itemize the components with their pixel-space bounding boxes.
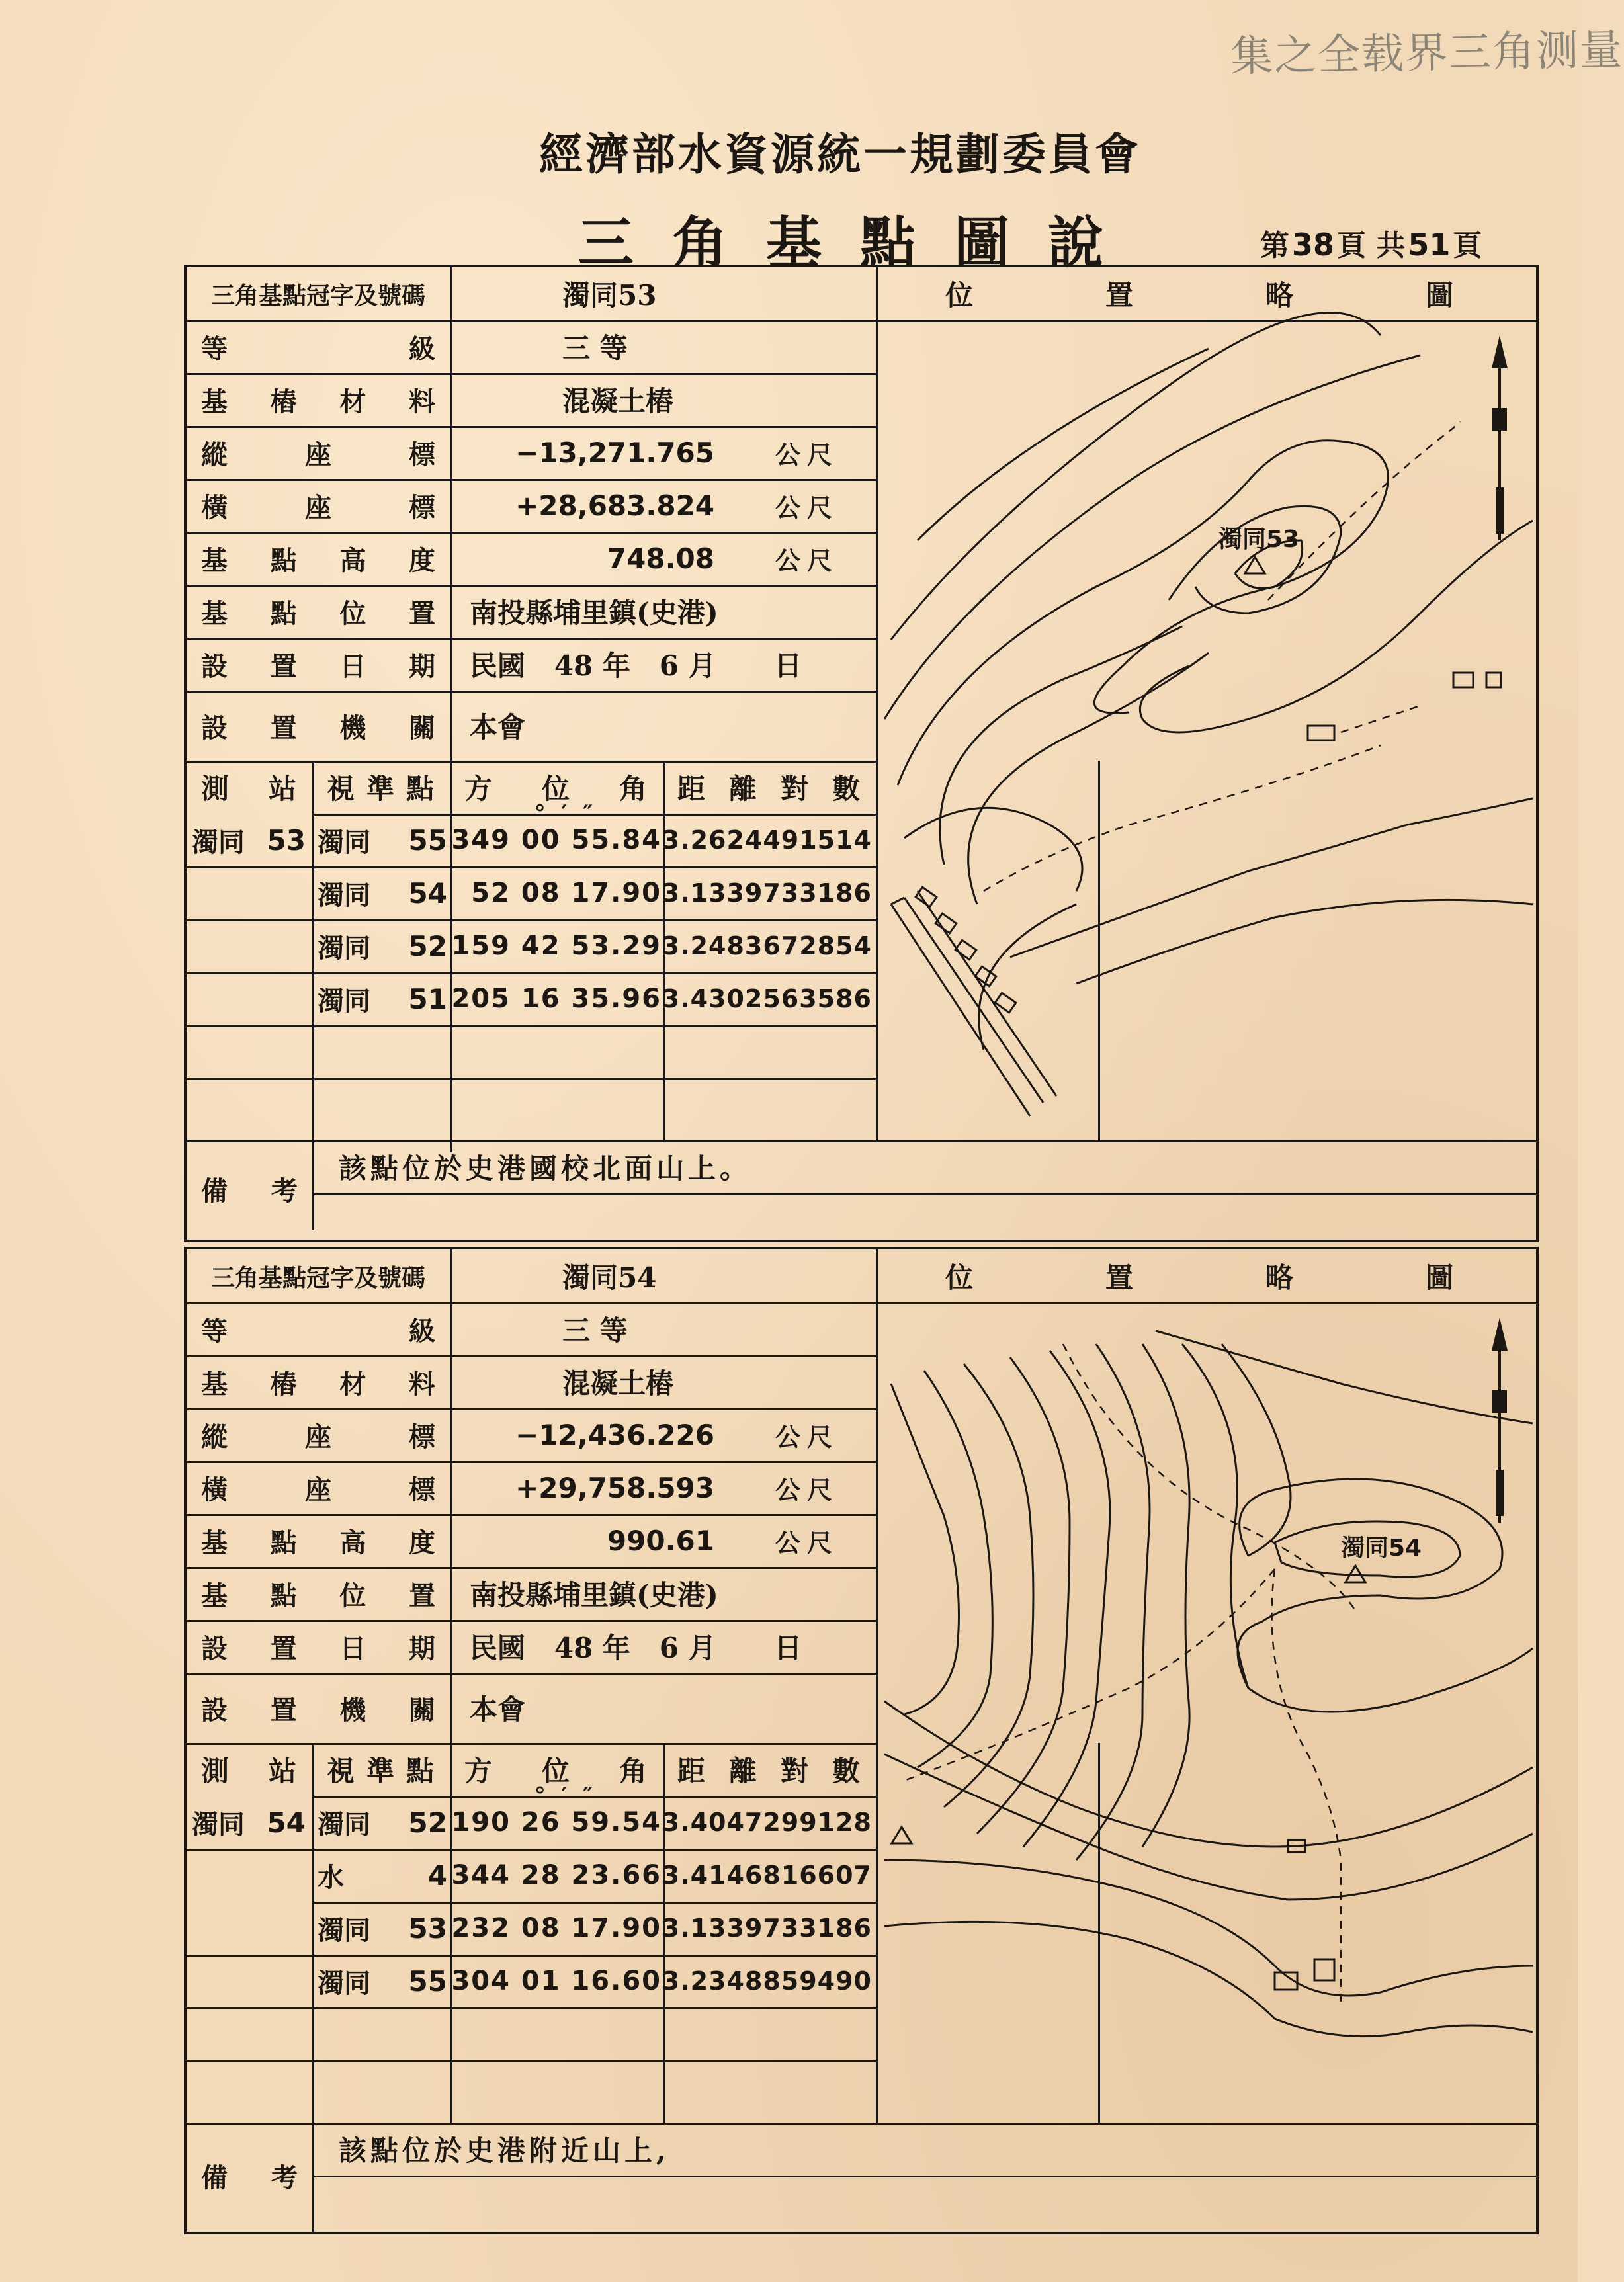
label-remarks: 備 考 [201, 2162, 298, 2193]
observation-azimuth: 205 16 35.96 [451, 984, 662, 1014]
header-sight: 視 準 點 [327, 1755, 435, 1787]
grade-value: 三 等 [562, 332, 628, 364]
observation-log-distance: 3.4146816607 [662, 1861, 872, 1890]
contour-line [904, 808, 1082, 891]
grid-line [187, 2007, 876, 2009]
north-coordinate-value: −12,436.226 [515, 1418, 714, 1451]
contour-line [884, 1754, 1533, 1900]
label-elevation: 基 點 高 度 [201, 544, 435, 576]
date-value: 民國 48 年 6 月 日 [470, 650, 802, 682]
contour-line [1182, 1344, 1248, 1688]
location-sketch-map [878, 322, 1534, 1138]
building-symbol [1486, 673, 1501, 687]
observation-log-distance: 3.2348859490 [662, 1966, 872, 1996]
north-arrow-icon [1492, 1318, 1508, 1523]
road-line [891, 898, 904, 904]
contour-line [1222, 1344, 1291, 1556]
header-azimuth: 方 位 角 [464, 773, 648, 805]
unit-label: 公尺 [775, 545, 839, 575]
point-name-value: 濁同53 [562, 279, 657, 312]
road-line [891, 904, 1030, 1116]
contour-line [1142, 1344, 1189, 1847]
contour-line [968, 653, 1209, 904]
label-agency: 設 置 機 關 [201, 1694, 435, 1726]
building-symbol [1314, 1959, 1334, 1980]
header-sight: 視 準 點 [327, 773, 435, 805]
date-value: 民國 48 年 6 月 日 [470, 1632, 802, 1664]
contour-line [891, 1384, 959, 1714]
contour-line [1010, 798, 1533, 957]
label-location: 基 點 位 置 [201, 1580, 435, 1611]
observation-log-distance: 3.4302563586 [662, 984, 872, 1013]
label-elevation: 基 點 高 度 [201, 1527, 435, 1558]
observation-azimuth: 52 08 17.90 [471, 878, 662, 908]
map-title: 位置略圖 [945, 279, 1586, 312]
contour-line [1076, 1344, 1150, 1860]
north-arrow-icon [1492, 335, 1508, 540]
elevation-value: 748.08 [607, 542, 714, 575]
label-material: 基 樁 材 料 [201, 386, 435, 417]
page-mid: 頁 共 [1337, 229, 1406, 263]
label-agency: 設 置 機 關 [201, 712, 435, 743]
observation-target: 濁同 52 [318, 929, 447, 964]
header-distance: 距 離 對 數 [677, 773, 861, 805]
map-title: 位置略圖 [945, 1261, 1586, 1294]
handwritten-note: 集之全载界三角测量 [1230, 26, 1624, 82]
observation-log-distance: 3.1339733186 [662, 1914, 872, 1943]
observation-azimuth: 349 00 55.84 [451, 825, 662, 855]
trail-line [984, 745, 1381, 891]
label-point-name: 三角基點冠字及號碼 [210, 1263, 425, 1292]
east-coordinate-value: +28,683.824 [515, 489, 714, 522]
label-point-name: 三角基點冠字及號碼 [210, 281, 425, 310]
location-sketch-map [878, 1304, 1534, 2121]
observation-target: 濁同 51 [318, 982, 447, 1017]
label-grade: 等 級 [201, 1315, 435, 1347]
label-location: 基 點 位 置 [201, 597, 435, 629]
elevation-value: 990.61 [607, 1524, 714, 1557]
map-point-label: 濁同54 [1341, 1535, 1422, 1562]
label-north-coordinate: 縱 座 標 [201, 1421, 435, 1453]
trail-line [1341, 706, 1420, 732]
observation-azimuth: 344 28 23.66 [451, 1860, 662, 1890]
observation-azimuth: 304 01 16.60 [451, 1966, 662, 1996]
label-date: 設 置 日 期 [201, 650, 435, 682]
header-station: 測 站 [201, 773, 298, 805]
unit-label: 公尺 [775, 1421, 839, 1452]
page-number [1260, 222, 1482, 264]
contour-line [1156, 1331, 1533, 1423]
unit-label: 公尺 [775, 1474, 839, 1505]
contour-line [884, 1922, 1533, 2036]
degree-marks: ° ′ ″ [534, 1783, 593, 1809]
contour-line [940, 626, 1182, 865]
contour-line [1076, 900, 1533, 984]
label-east-coordinate: 橫 座 標 [201, 1474, 435, 1505]
remark-text: 該點位於史港附近山上, [339, 2134, 670, 2167]
observation-target: 濁同 53 [318, 1912, 447, 1946]
header-station: 測 站 [201, 1755, 298, 1787]
trail-line [1268, 421, 1460, 600]
label-grade: 等 級 [201, 333, 435, 364]
trail-line [1272, 1569, 1341, 2006]
page-current: 38 [1292, 227, 1335, 263]
building-symbol [916, 887, 937, 907]
agency-value: 本會 [470, 711, 526, 743]
map-point-label: 濁同53 [1218, 526, 1300, 553]
contour-line [918, 349, 1209, 540]
label-north-coordinate: 縱 座 標 [201, 439, 435, 470]
remark-text: 該點位於史港國校北面山上。 [339, 1152, 752, 1185]
grid-line [187, 1025, 876, 1027]
east-coordinate-value: +29,758.593 [515, 1471, 714, 1504]
header-azimuth: 方 位 角 [464, 1755, 648, 1787]
grid-line [312, 2176, 1536, 2177]
observation-target: 水 4 [318, 1859, 447, 1893]
station-cell: 濁同 54 [192, 1806, 306, 1840]
contour-line [884, 1701, 1533, 1847]
observation-log-distance: 3.1339733186 [662, 878, 872, 908]
contour-line [884, 1860, 1533, 1996]
label-date: 設 置 日 期 [201, 1632, 435, 1664]
triangulation-point-symbol [892, 1827, 912, 1843]
observation-log-distance: 3.2483672854 [662, 931, 872, 960]
observation-log-distance: 3.2624491514 [662, 825, 872, 855]
agency-value: 本會 [470, 1693, 526, 1726]
contour-line [1238, 1479, 1533, 1712]
observation-azimuth: 190 26 59.54 [451, 1807, 662, 1838]
point-record-1 [184, 265, 1586, 1242]
location-value: 南投縣埔里鎮(史港) [470, 1579, 718, 1611]
observation-target: 濁同 55 [318, 824, 447, 858]
road-line [904, 898, 1043, 1103]
label-remarks: 備 考 [201, 1175, 298, 1206]
observation-target: 濁同 55 [318, 1965, 447, 1999]
observation-target: 濁同 52 [318, 1806, 447, 1840]
building-symbol [1453, 673, 1473, 687]
observation-azimuth: 159 42 53.29 [451, 931, 662, 961]
material-value: 混凝土樁 [562, 1367, 674, 1400]
observation-target: 濁同 54 [318, 876, 447, 911]
station-cell: 濁同 53 [192, 824, 306, 858]
grid-line [187, 2060, 876, 2062]
unit-label: 公尺 [775, 1527, 839, 1558]
trail-line [904, 1569, 1275, 1781]
building-symbol [1308, 726, 1334, 740]
unit-label: 公尺 [775, 439, 839, 470]
unit-label: 公尺 [775, 492, 839, 523]
grade-value: 三 等 [562, 1314, 628, 1347]
material-value: 混凝土樁 [562, 385, 674, 417]
point-name-value: 濁同54 [562, 1261, 657, 1294]
summit-contour [1169, 506, 1341, 613]
point-record-2 [184, 1247, 1586, 2234]
document-title: 三角基點圖說 [577, 210, 1142, 275]
page-suffix: 頁 [1453, 229, 1482, 263]
observation-azimuth: 232 08 17.90 [451, 1913, 662, 1943]
page-prefix: 第 [1260, 229, 1289, 263]
grid-line [312, 1743, 314, 2232]
header-distance: 距 離 對 數 [677, 1755, 861, 1787]
label-east-coordinate: 橫 座 標 [201, 491, 435, 523]
grid-line [187, 1078, 876, 1080]
observation-log-distance: 3.4047299128 [662, 1808, 872, 1837]
degree-marks: ° ′ ″ [534, 800, 593, 827]
grid-line [312, 1193, 1536, 1195]
grid-line [312, 761, 314, 1230]
page-total: 51 [1408, 227, 1451, 263]
label-material: 基 樁 材 料 [201, 1368, 435, 1400]
road-line [918, 891, 1056, 1096]
north-coordinate-value: −13,271.765 [515, 436, 714, 469]
organization-name: 經濟部水資源統一規劃委員會 [539, 128, 1141, 180]
location-value: 南投縣埔里鎮(史港) [470, 597, 718, 629]
contour-line [1023, 1351, 1110, 1847]
